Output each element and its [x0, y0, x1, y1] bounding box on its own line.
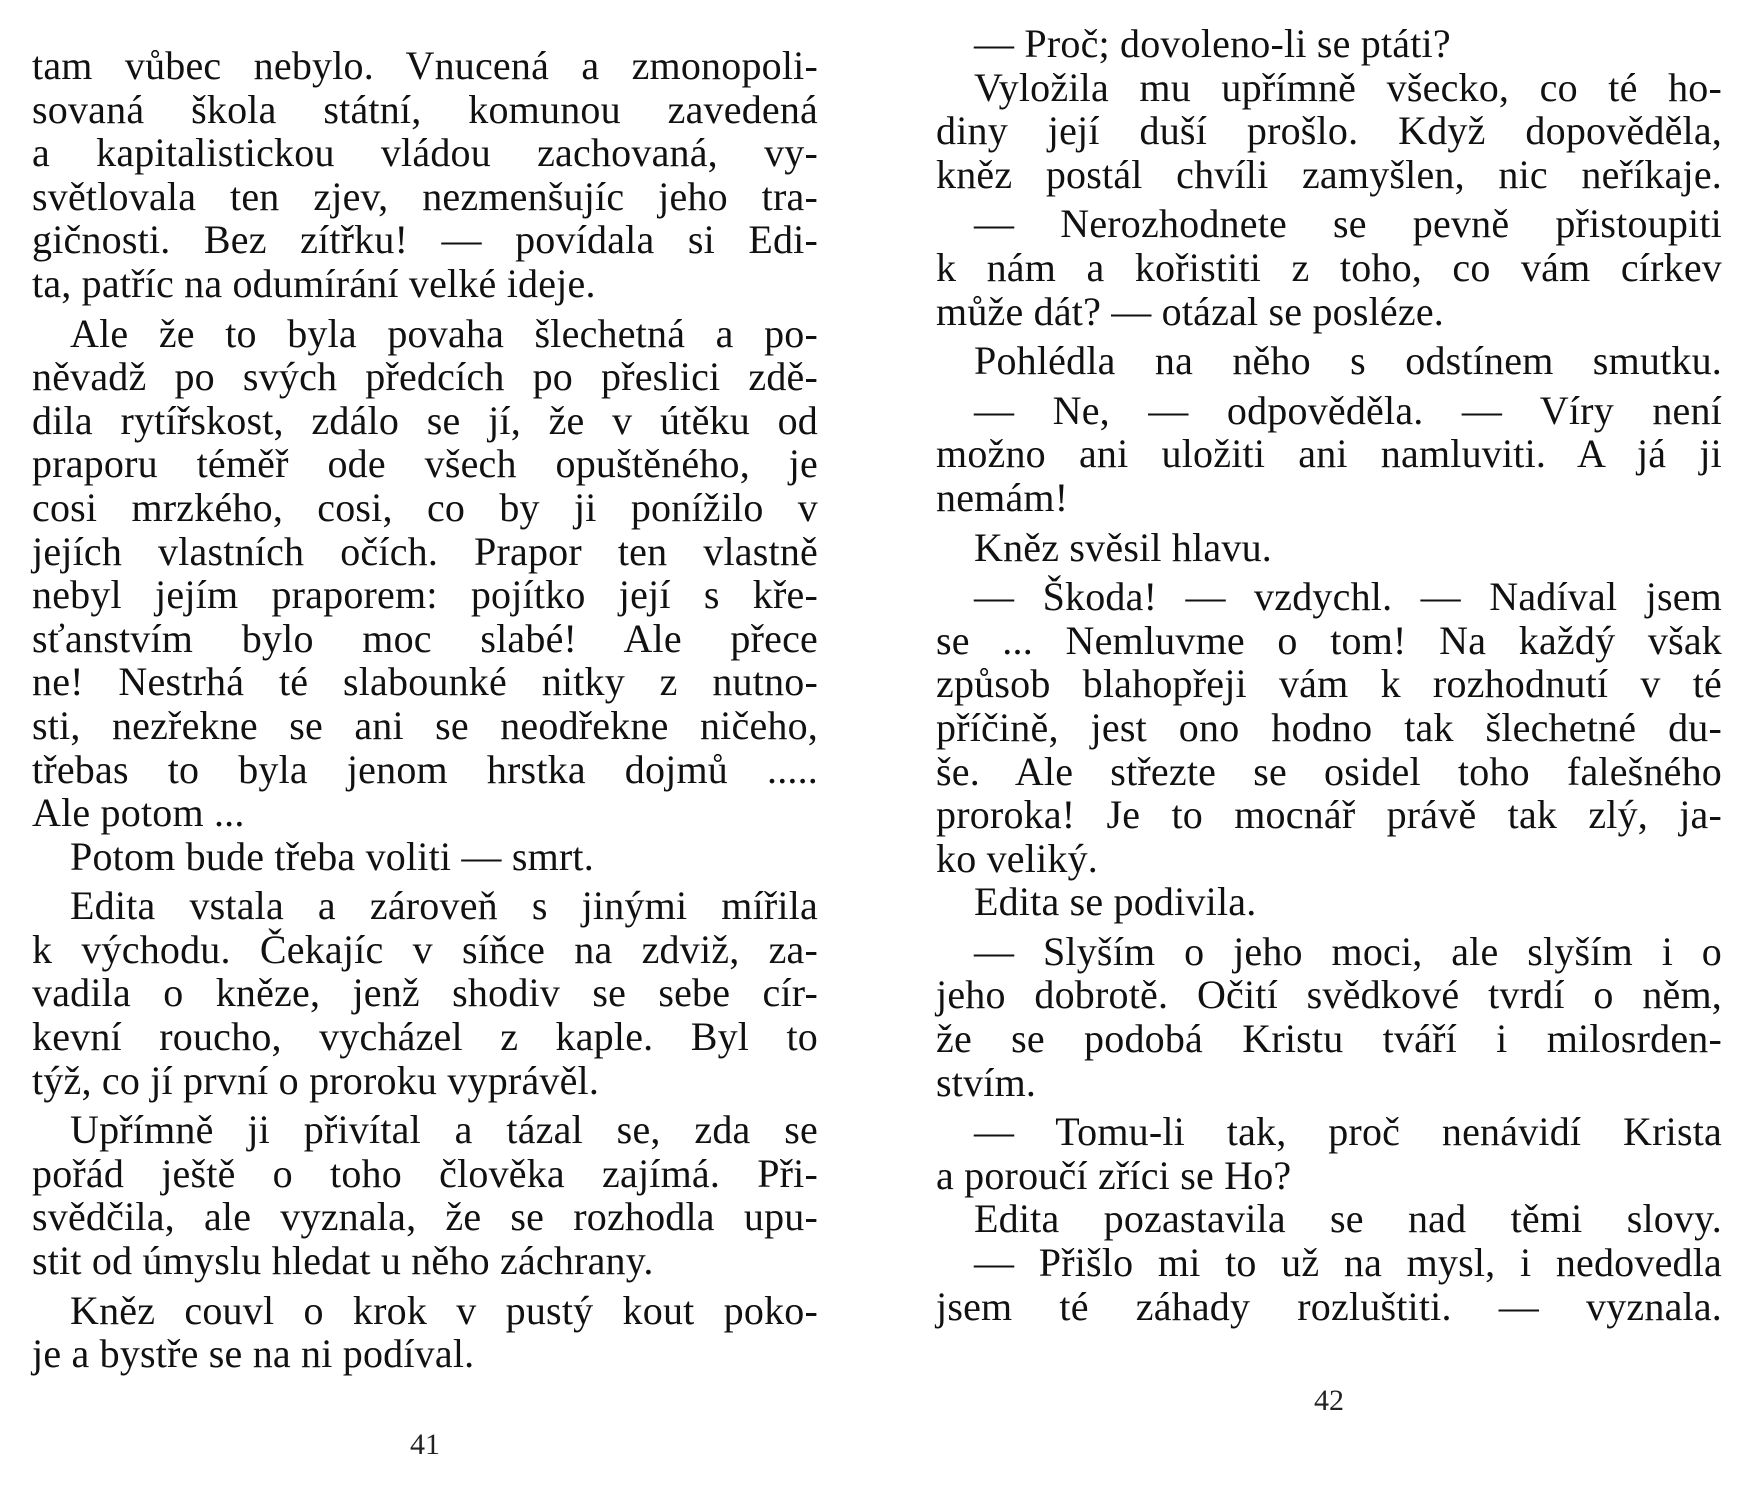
text-line: a kapitalistickou vládou zachovaná, vy-	[32, 130, 818, 176]
text-line: týž, co jí první o proroku vyprávěl.	[32, 1057, 600, 1103]
text-line: pořád ještě o toho člověka zajímá. Při-	[32, 1150, 818, 1196]
text-line: jejích vlastních očích. Prapor ten vlastně	[32, 528, 818, 574]
left-page-text	[32, 44, 818, 1376]
page-number: 41	[410, 1428, 440, 1461]
text-line: Edita se podivila.	[974, 879, 1257, 925]
text-line: ko veliký.	[936, 835, 1098, 881]
text-line: jsem té záhady rozluštiti. — vyznala.	[936, 1283, 1722, 1329]
right-page	[874, 0, 1748, 1500]
text-line: cosi mrzkého, cosi, co by ji ponížilo v	[32, 484, 818, 530]
text-line: je a bystře se na ni podíval.	[32, 1331, 475, 1377]
text-line: stvím.	[936, 1059, 1037, 1105]
text-line: stit od úmyslu hledat u něho záchrany.	[32, 1238, 654, 1284]
text-line: — Nerozhodnete se pevně přistoupiti	[974, 201, 1722, 247]
text-line: třebas to byla jenom hrstka dojmů .....	[32, 746, 818, 792]
text-line: — Přišlo mi to už na mysl, i nedovedla	[974, 1240, 1722, 1286]
text-line: a poroučí zříci se Ho?	[936, 1152, 1292, 1198]
text-line: nebyl jejím praporem: pojítko její s kře-	[32, 572, 818, 618]
text-line: jeho dobrotě. Očití svědkové tvrdí o něm,	[936, 972, 1722, 1018]
text-line: ne! Nestrhá té slabounké nitky z nutno-	[32, 659, 818, 705]
text-line: možno ani uložiti ani namluviti. A já ji	[936, 431, 1722, 477]
text-line: praporu téměř ode všech opuštěného, je	[32, 441, 818, 487]
text-line: Ale potom ...	[32, 790, 245, 836]
text-line: světlovala ten zjev, nezmenšujíc jeho tra-	[32, 173, 818, 219]
text-line: Edita pozastavila se nad těmi slovy.	[974, 1196, 1722, 1242]
text-line: může dát? — otázal se posléze.	[936, 288, 1444, 334]
text-line: — Ne, — odpověděla. — Víry není	[974, 387, 1722, 433]
text-line: k nám a kořistiti z toho, co vám církev	[936, 244, 1722, 290]
text-line: k východu. Čekajíc v síňce na zdviž, za-	[32, 926, 818, 972]
text-line: Edita vstala a zároveň s jinými mířila	[70, 883, 818, 929]
text-line: kevní roucho, vycházel z kaple. Byl to	[32, 1014, 818, 1060]
text-line: něvadž po svých předcích po přeslici zdě-	[32, 354, 818, 400]
text-line: Upřímně ji přivítal a tázal se, zda se	[70, 1107, 818, 1153]
text-line: Ale že to byla povaha šlechetná a po-	[70, 310, 818, 356]
text-line: kněz postál chvíli zamyšlen, nic neříkaje.	[936, 151, 1722, 197]
text-line: tam vůbec nebylo. Vnucená a zmonopoli-	[32, 43, 818, 88]
text-line: vadila o kněze, jenž shodiv se sebe cír-	[32, 970, 818, 1016]
text-line: — Škoda! — vzdychl. — Nadíval jsem	[974, 574, 1722, 620]
text-line: — Tomu-li tak, proč nenávidí Krista	[974, 1109, 1722, 1155]
text-line: příčině, jest ono hodno tak šlechetné du-	[936, 704, 1722, 750]
page-number: 42	[1314, 1384, 1344, 1417]
text-line: gičnosti. Bez zítřku! — povídala si Edi-	[32, 217, 818, 263]
text-line: se ... Nemluvme o tom! Na každý však	[936, 617, 1722, 663]
text-line: Vyložila mu upřímně všecko, co té ho-	[974, 64, 1722, 110]
text-line: dila rytířskost, zdálo se jí, že v útěku od	[32, 397, 818, 443]
text-line: nemám!	[936, 474, 1069, 520]
text-line: způsob blahopřeji vám k rozhodnutí v té	[936, 661, 1722, 707]
text-line: sovaná škola státní, komunou zavedená	[32, 86, 818, 132]
text-line: Potom bude třeba voliti — smrt.	[70, 833, 594, 879]
text-line: diny její duší prošlo. Když dopověděla,	[936, 108, 1722, 154]
text-line: Kněz svěsil hlavu.	[974, 524, 1272, 570]
text-line: — Proč; dovoleno-li se ptáti?	[974, 21, 1451, 66]
text-line: že se podobá Kristu tváří i milosrden-	[936, 1016, 1722, 1062]
text-line: Kněz couvl o krok v pustý kout poko-	[70, 1287, 818, 1333]
text-line: sti, nezřekne se ani se neodřekne ničeho,	[32, 702, 818, 748]
right-page-text	[936, 22, 1722, 1328]
text-line: ta, patříc na odumírání velké ideje.	[32, 260, 596, 306]
text-line: še. Ale střezte se osidel toho falešného	[936, 748, 1722, 794]
text-line: proroka! Je to mocnář právě tak zlý, ja-	[936, 792, 1722, 838]
text-line: svědčila, ale vyznala, že se rozhodla upu-	[32, 1194, 818, 1240]
text-line: — Slyším o jeho moci, ale slyším i o	[974, 928, 1722, 974]
text-line: Pohlédla na něho s odstínem smutku.	[974, 338, 1722, 384]
text-line: sťanstvím bylo moc slabé! Ale přece	[32, 615, 818, 661]
